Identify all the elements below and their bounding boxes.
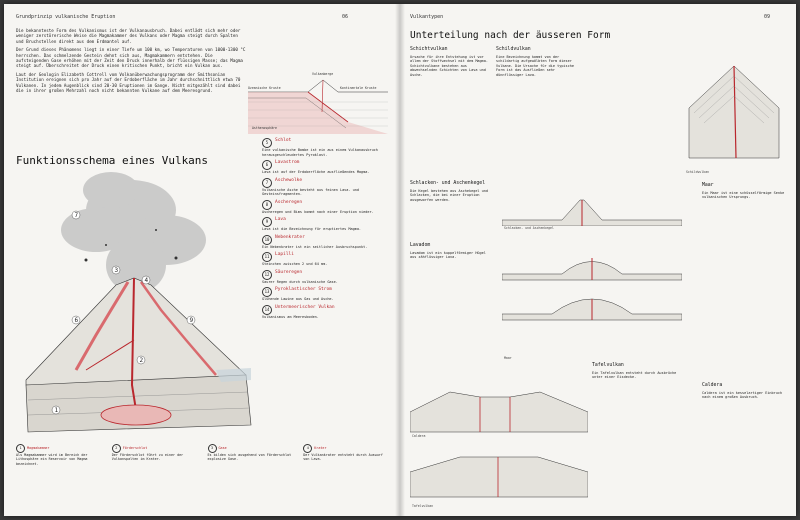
bottom-item: [112, 444, 200, 466]
figure-caldera-tafel: [410, 372, 588, 502]
caldera-illustration: [410, 372, 588, 502]
type-heading: Schlacken- und Aschenkegel: [410, 181, 486, 186]
type-text: Caldera ist ein kesselartiger Einbruch nach einem großen Ausbruch.: [702, 390, 783, 399]
legend-text: Vulkanische Asche besteht aus feinen Lava- und Gesteinsfragmenten.: [262, 187, 359, 196]
type-heading: Tafelvulkan: [592, 363, 624, 368]
type-schildvulkan: [496, 48, 580, 77]
legend-number: 4: [303, 444, 312, 453]
legend-number: 11: [262, 252, 272, 262]
legend-text: Der Vulkankrater entsteht durch Auswurf von Lava.: [303, 453, 383, 462]
legend-title: Lavastrom: [275, 160, 300, 165]
legend-number: 3: [208, 444, 217, 453]
legend-title: Ascheregen: [275, 199, 303, 205]
type-heading: Maar: [702, 183, 714, 188]
caption-caldera-fig: Caldera: [412, 434, 426, 438]
type-heading: Schichtvulkan: [410, 47, 448, 52]
type-text: Eine Bezeichnung kommt von der schildartig aufgewölbten Form dieser Vulkane. Die Ursache für die typische Form ist das Ausfließen sehr dünnflüssiger Lava.: [496, 54, 574, 77]
legend-number: 14: [262, 305, 272, 315]
figure-aschenkegel: [502, 182, 682, 226]
type-text: Ursache für ihre Entstehung ist vor allem der Stoffwechsel mit dem Magma. Schichtvulkane bestehen aus abwechselnden Schichten von Lava und Asche.: [410, 54, 488, 77]
section-title-left: Funktionsschema eines Vulkans: [16, 154, 209, 167]
legend-number: 9: [262, 217, 272, 227]
intro-paragraph: Die bekannteste Form des Vulkanismus ist der Vulkanausbruch. Dabei entlädt sich mehr oder weniger zerstörerische Weise die Magmakammer des Vulkans oder Magma steigt durch Spalten und Bruchstellen direkt aus dem Erdmantel auf.: [16, 28, 241, 44]
legend-number: 7: [262, 178, 272, 188]
running-head-right: Vulkantypen: [410, 14, 444, 20]
legend-text: Lava ist die Bezeichnung für eruptiertes Magma.: [262, 227, 362, 231]
type-text: Ein Maar ist eine schüsselförmige Senke vulkanischen Ursprungs.: [702, 190, 785, 199]
legend-title: Lava: [275, 217, 286, 222]
type-text: Die Kegel bestehen aus Aschekegel und Schlacken, die bei einer Eruption ausgeworfen werden.: [410, 188, 488, 202]
legend-number: 2: [112, 444, 121, 453]
intro-text: [16, 28, 246, 96]
caption-schichtvulkan: Schildvulkan: [686, 170, 710, 174]
legend-text: Glühende Lawine aus Gas und Asche.: [262, 297, 334, 301]
type-schichtvulkan: [410, 48, 490, 77]
aschenkegel-illustration: [502, 182, 682, 226]
svg-text:6: 6: [74, 317, 79, 324]
legend-number: 8: [262, 200, 272, 210]
type-lavadom: [410, 244, 494, 260]
magazine-spread: [4, 4, 796, 516]
caption-tafelvulkan: Tafelvulkan: [412, 504, 434, 508]
legend-number: 5: [262, 138, 272, 148]
svg-text:1: 1: [54, 407, 59, 414]
legend-item: [262, 217, 392, 232]
type-text: Lavadom ist ein kuppelförmiger Hügel aus zähflüssiger Lava.: [410, 250, 486, 259]
legend-item: [262, 235, 392, 250]
legend-item: [262, 178, 392, 197]
lavadom-illustration: [502, 244, 682, 334]
legend-title: Krater: [314, 446, 327, 450]
type-heading: Lavadom: [410, 243, 431, 248]
type-caldera: [702, 384, 792, 400]
svg-text:7: 7: [74, 212, 79, 219]
legend-text: Eine vulkanische Bombe ist ein aus einem Vulkanausbruch herausgeschleudertes Pyroklast.: [262, 148, 378, 157]
bottom-item: [303, 444, 391, 466]
volcano-illustration: [16, 170, 256, 440]
running-head-left: Grundprinzip vulkanische Eruption: [16, 14, 116, 20]
legend-item: [262, 138, 392, 157]
legend-text: Es bilden sich ausgehend von Förderschlot explosive Gase.: [207, 453, 292, 462]
volcano-cross-section: [16, 170, 256, 440]
page-number-left: 06: [342, 14, 349, 20]
left-page: [4, 4, 398, 516]
bottom-item: [208, 444, 296, 466]
legend-text: Saurer Regen durch vulkanische Gase.: [262, 279, 338, 284]
legend-title: Säureregen: [275, 269, 303, 275]
page-number-right: 09: [764, 14, 771, 20]
type-aschenkegel: [410, 182, 494, 202]
type-tafelvulkan: [592, 364, 682, 380]
label-oceanic-crust: Ozeanische Kruste: [248, 86, 281, 90]
legend-text: Der Förderschlot führt zu einer der Vulkanspalten im Krater.: [111, 453, 184, 462]
legend-number: 1: [16, 444, 25, 453]
svg-text:3: 3: [114, 267, 119, 274]
legend-item: [262, 305, 392, 320]
caption-aschenkegel: Schlacken- und Aschenkegel: [504, 226, 554, 230]
svg-text:9: 9: [189, 317, 194, 324]
legend-text: Steinchen zwischen 2 und 64 mm.: [262, 262, 328, 266]
legend-number: 12: [262, 270, 272, 280]
legend-title: Lapilli: [275, 252, 294, 257]
legend-number: 13: [262, 287, 272, 297]
label-asthenosphere: Asthenosphäre: [252, 126, 277, 130]
legend-title: Förderschlot: [122, 446, 148, 450]
label-volcano: Vulkanberge: [312, 72, 334, 76]
type-maar: [702, 184, 792, 200]
figure-lavadom: [502, 244, 682, 334]
legend-number: 6: [262, 160, 272, 170]
legend-item: [262, 200, 392, 215]
type-heading: Schildvulkan: [496, 47, 531, 52]
legend-item: [262, 270, 392, 285]
figure-schildvulkan: [684, 48, 788, 168]
intro-paragraph: Der Grund dieses Phänomens liegt in einer Tiefe um 100 km, wo Temperaturen von 1000-1300 °C herrschen. Das schmelzende Gestein dehnt sich aus, Magmakammern entstehen. Die aufsteigenden Gase erhöhen mit der Zeit den Druck innerhalb der flüssigen Masse; das Magma steigt auf. Überschreitet der Druck einen kritischen Punkt, bricht ein Vulkan aus.: [16, 47, 246, 69]
bottom-item: [16, 444, 104, 466]
section-title-right: Unterteilung nach der äusseren Form: [410, 30, 611, 41]
svg-text:4: 4: [144, 277, 149, 284]
legend-title: Pyroklastischer Strom: [275, 287, 332, 292]
schildvulkan-illustration: [684, 48, 788, 168]
legend-title: Aschewolke: [275, 177, 303, 183]
legend-title: Schlot: [275, 138, 292, 143]
legend-item: [262, 252, 392, 267]
svg-text:2: 2: [139, 357, 144, 364]
legend-title: Gase: [218, 446, 227, 450]
right-page: [402, 4, 796, 516]
legend-text: Als Magmakammer wird im Bereich der Lithosphäre ein Reservoir von Magma bezeichnet.: [16, 453, 88, 466]
legend-text: Ein Nebenkrater ist ein seitlicher Ausbruchspunkt.: [262, 244, 368, 249]
legend-title: Nebenkrater: [275, 234, 305, 240]
legend-title: Untermeerischer Vulkan: [275, 304, 335, 310]
legend-title: Magmakammer: [27, 446, 50, 450]
type-heading: Caldera: [702, 383, 723, 388]
legend-item: [262, 287, 392, 302]
type-text: Ein Tafelvulkan entsteht durch Ausbrüche unter einer Eisdecke.: [592, 370, 677, 379]
legend-text: Ascheregen und Bims kommt nach einer Eruption nieder.: [262, 209, 374, 214]
label-continental-crust: Kontinentale Kruste: [340, 86, 377, 90]
bottom-legend-row: [16, 444, 391, 466]
legend-item: [262, 160, 392, 175]
legend-text: Lava ist auf der Erdoberfläche ausfließendes Magma.: [262, 170, 370, 174]
intro-paragraph: Laut der Geologin Elizabeth Cottrell vom Volkanüberwachungsprogramm der Smithsonian Institution ereignen sich pro Jahr auf der Erdoberfläche im Jahr durchschnittlich etwa 70 Vulkanen. In jedem Augenblick sind 20-30 Eruptionen im Gange. Nicht mitgezählt sind dabei die in ihrer großen Mehrzahl noch nicht bekannten Vulkane auf dem Meeresgrund.: [16, 71, 241, 94]
subduction-diagram: [248, 62, 388, 134]
legend-column: [262, 138, 392, 322]
caption-maar: Maar: [504, 356, 512, 360]
legend-number: 10: [262, 235, 272, 245]
legend-text: Vulkanismus am Meeresboden.: [262, 314, 319, 319]
